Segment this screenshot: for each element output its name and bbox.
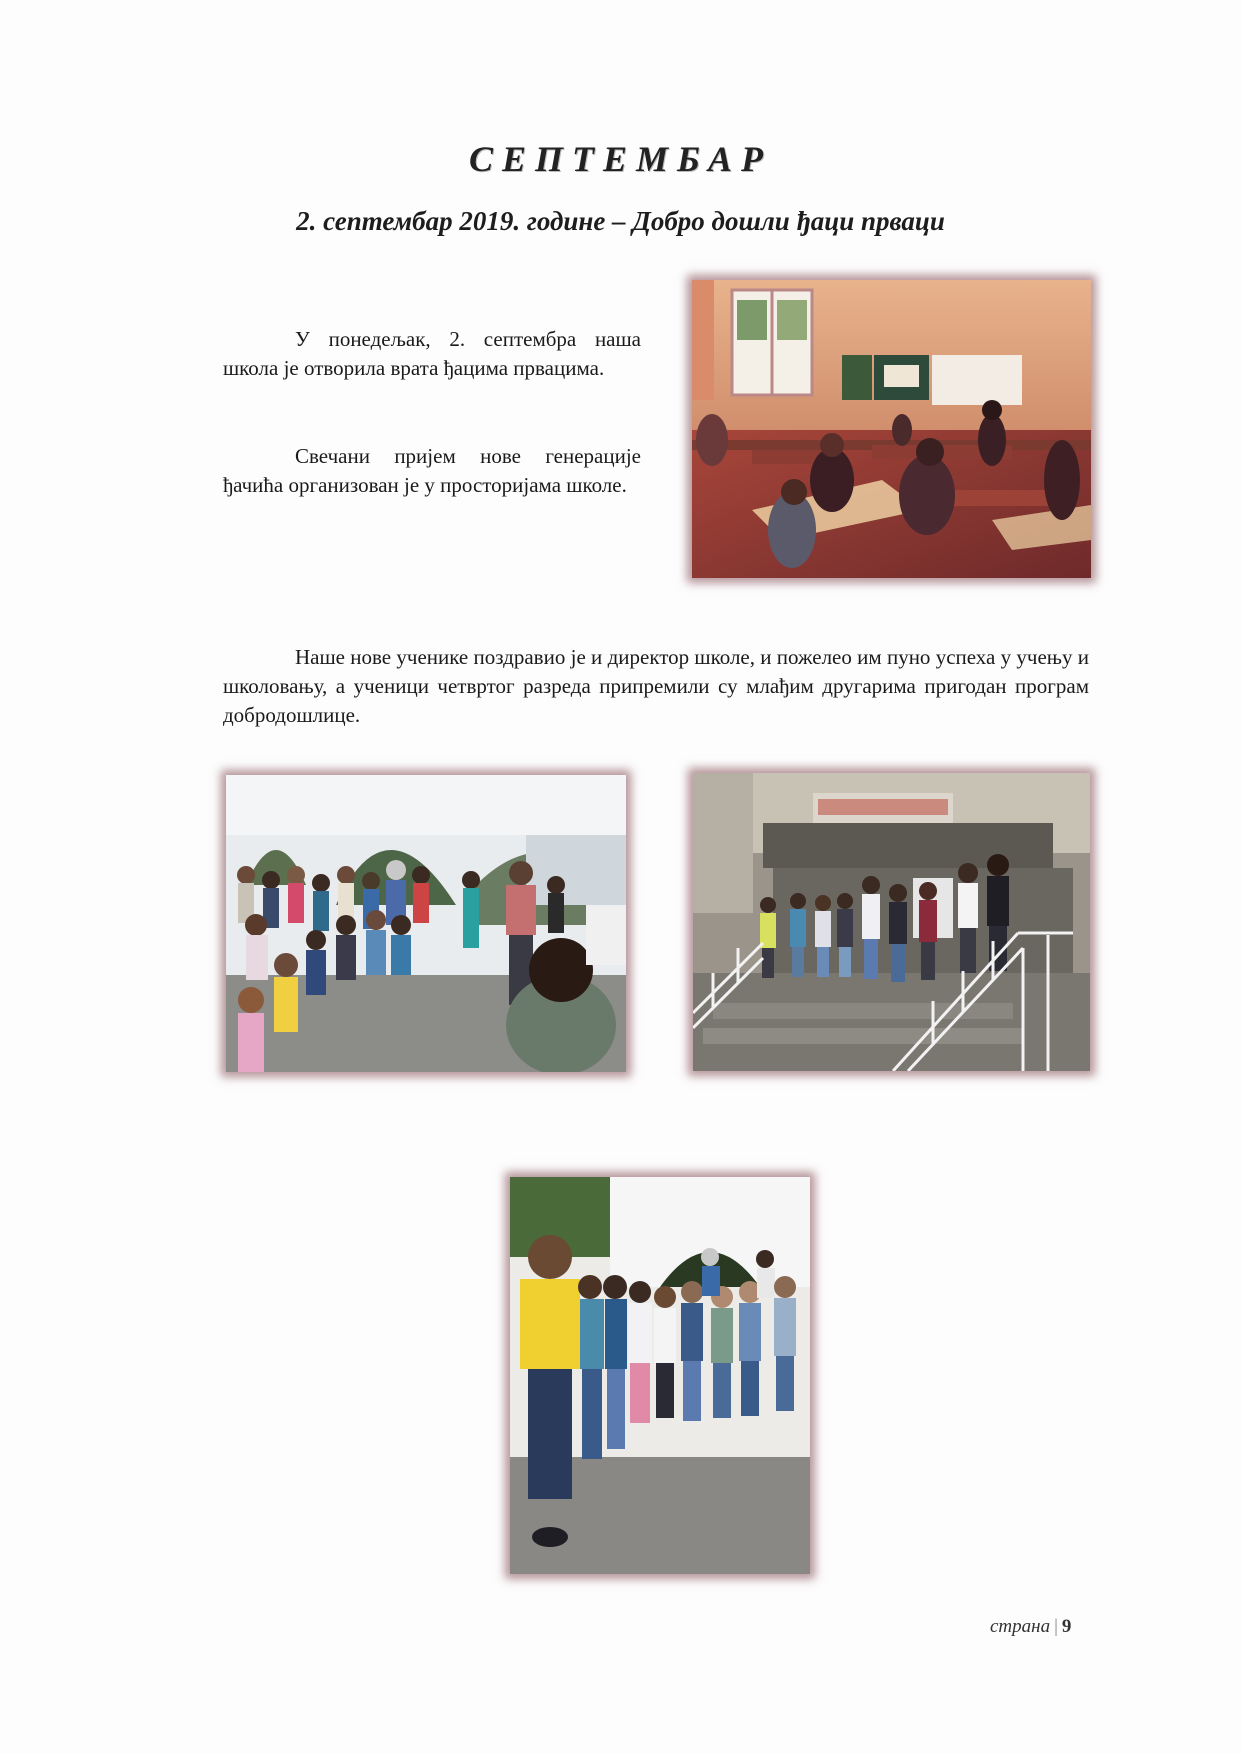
- page-footer: [990, 1616, 1190, 1638]
- paragraph-principal: Наше нове ученике поздравио је и директор школе, и пожелео им пуно успеха у учењу и школовању, а ученици четвртог разреда припремили су млађим другарима пригодан програм добродошлице.: [223, 645, 1089, 727]
- paragraph-intro: У понедељак, 2. септембра наша школа је отворила врата ђацима првацима.: [223, 327, 641, 380]
- page-number: 9: [1061, 1616, 1072, 1637]
- first-graders-photo: [510, 1177, 810, 1574]
- month-title: СЕПТЕМБАР: [469, 139, 772, 179]
- paragraph-reception: Свечани пријем нове генерације ђачића организован је у просторијама школе.: [223, 444, 641, 497]
- school-steps-photo: [693, 773, 1090, 1071]
- classroom-photo: [692, 280, 1091, 578]
- schoolyard-photo: [226, 775, 626, 1072]
- footer-separator: |: [1054, 1616, 1058, 1637]
- page-label: страна: [990, 1616, 1051, 1637]
- event-heading: 2. септембар 2019. године – Добро дошли ђаци прваци: [296, 206, 945, 236]
